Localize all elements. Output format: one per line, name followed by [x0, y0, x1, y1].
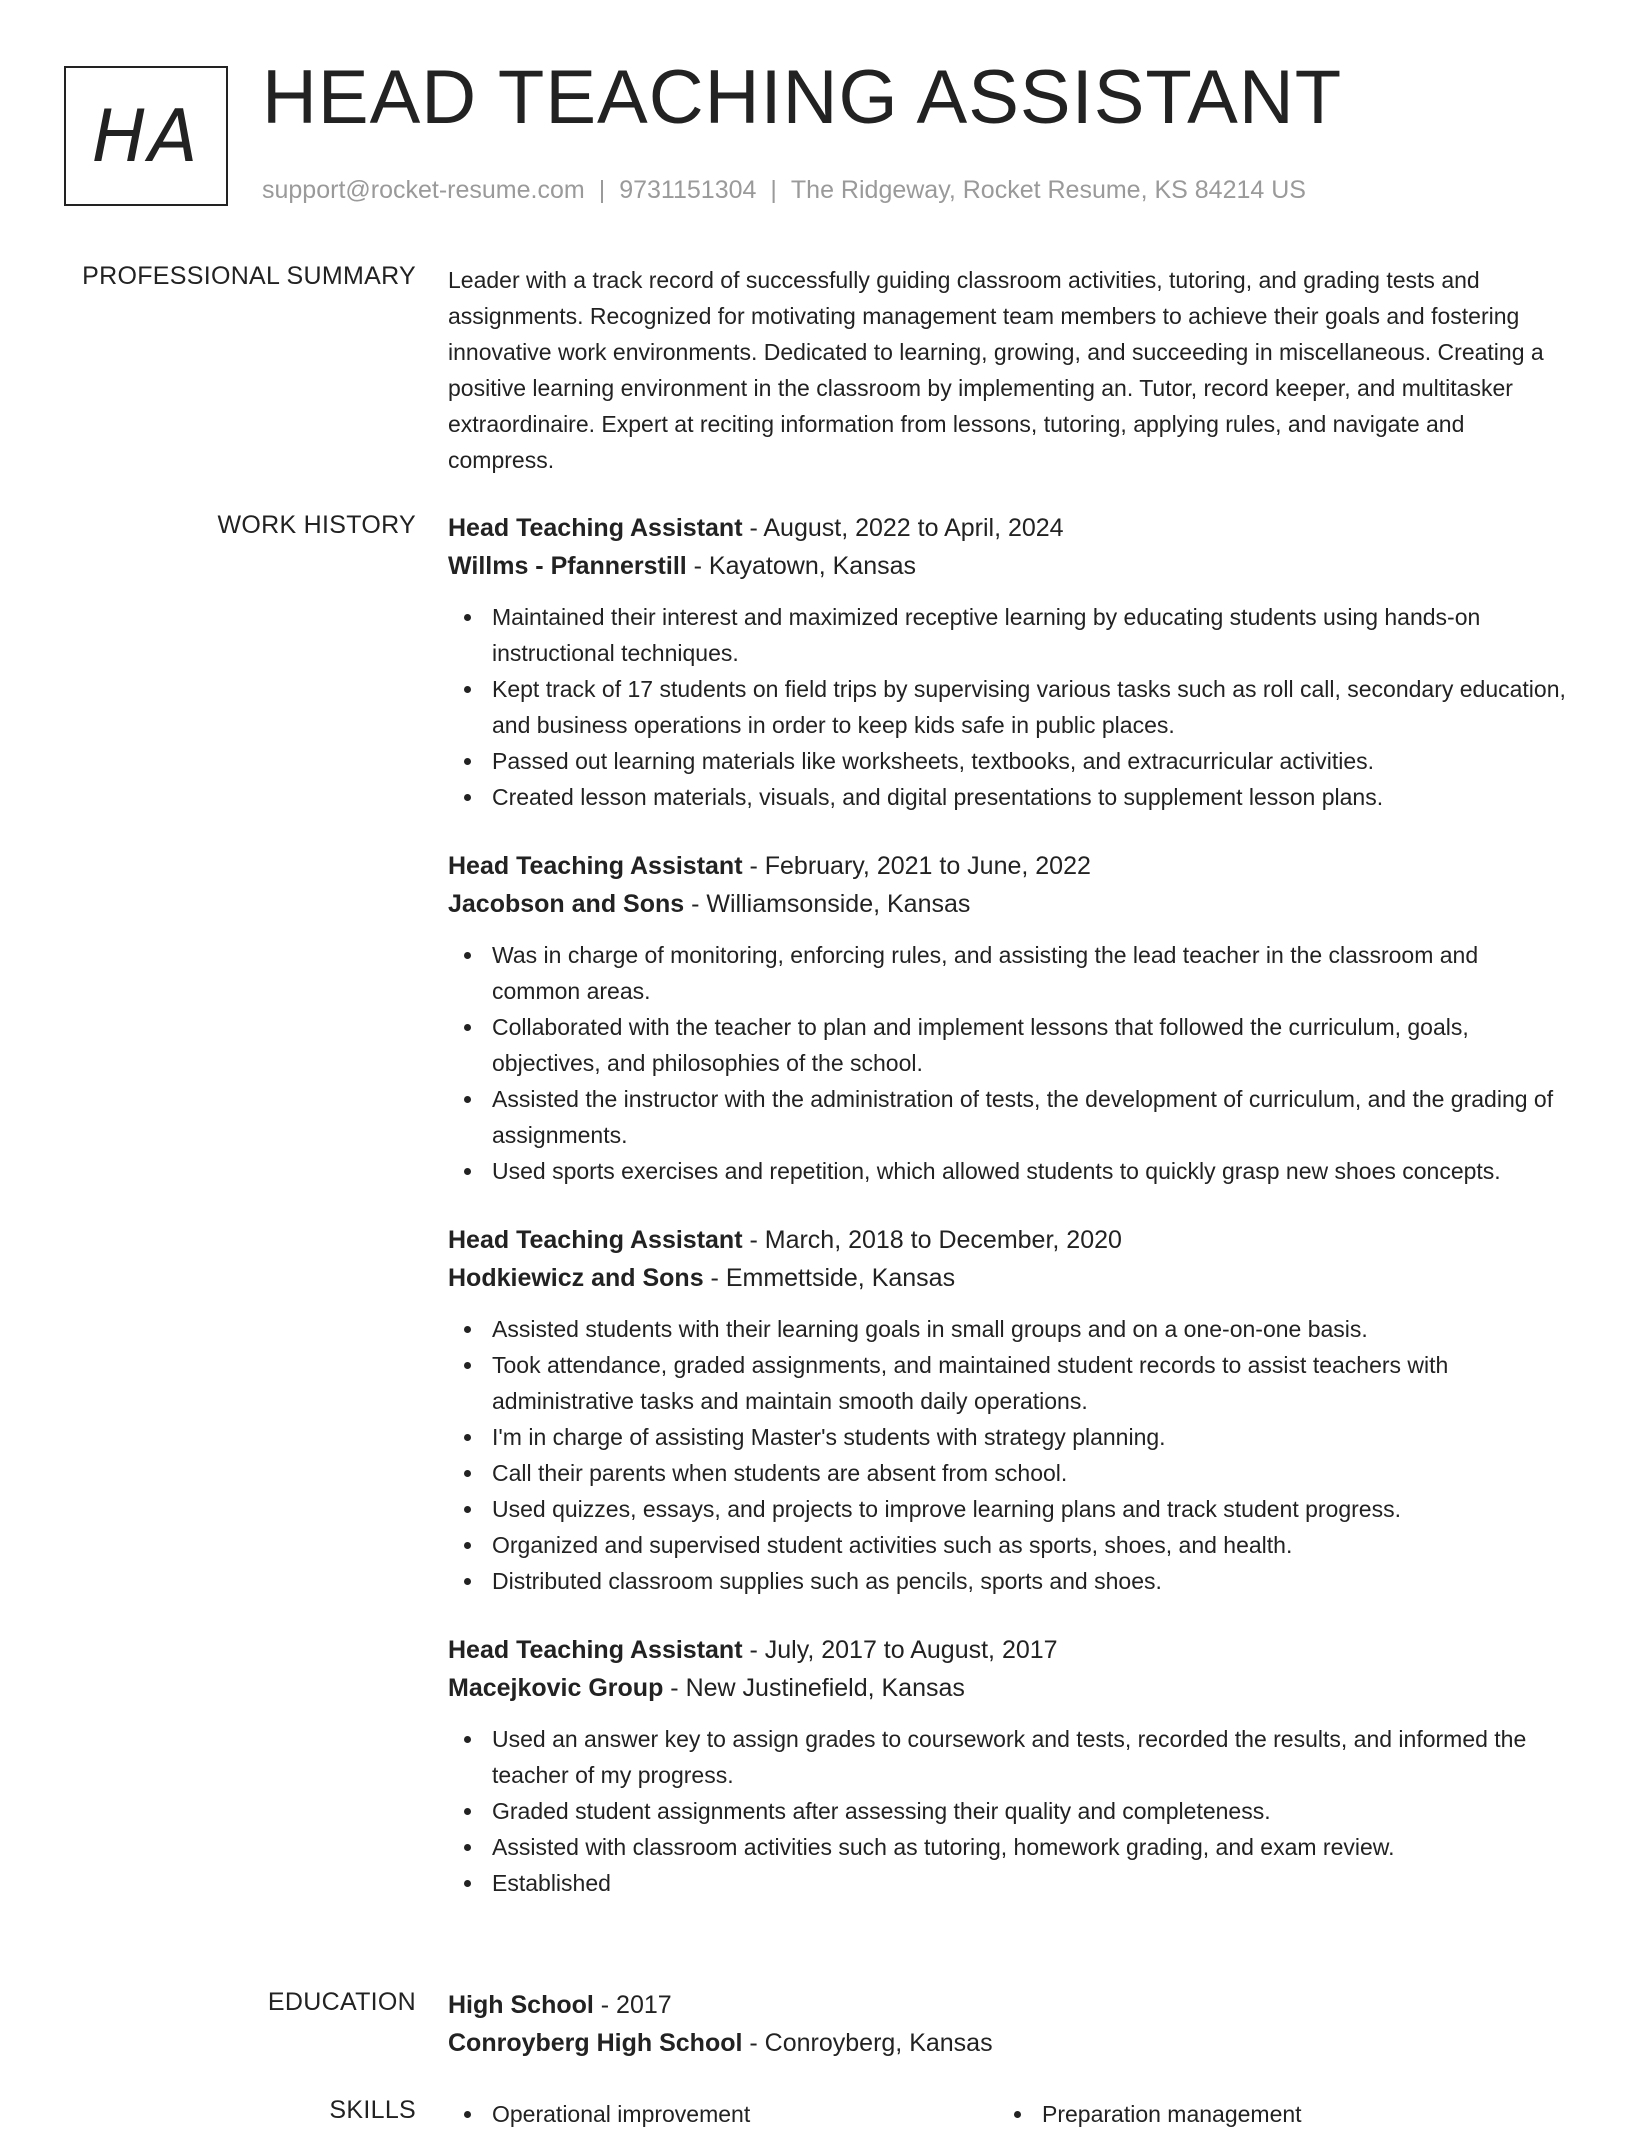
section-label-work-history: WORK HISTORY: [217, 511, 416, 539]
job-title-line: [448, 847, 1568, 885]
job-bullet: Established: [448, 1865, 1568, 1901]
job-dates: - July, 2017 to August, 2017: [742, 1636, 1058, 1664]
job-bullet: Kept track of 17 students on field trips by supervising various tasks such as roll call, secondary education, and business operations in order to keep kids safe in public places.: [448, 671, 1568, 743]
job-location: - Emmettside, Kansas: [703, 1264, 956, 1292]
job-bullets: [448, 1721, 1568, 1901]
job-bullet: Passed out learning materials like worksheets, textbooks, and extracurricular activities.: [448, 743, 1568, 779]
job-title: Head Teaching Assistant: [448, 852, 743, 880]
job-location: - New Justinefield, Kansas: [663, 1674, 965, 1702]
education-year: - 2017: [593, 1991, 672, 2019]
education-body: [448, 1986, 1568, 2062]
job-bullet: Distributed classroom supplies such as pencils, sports and shoes.: [448, 1563, 1568, 1599]
job-location: - Kayatown, Kansas: [686, 552, 917, 580]
work-history-body: [448, 509, 1568, 1933]
section-label-summary: PROFESSIONAL SUMMARY: [82, 262, 416, 290]
section-label-education: EDUCATION: [267, 1988, 416, 2016]
summary-body: [448, 262, 1568, 478]
job-company: Macejkovic Group: [448, 1674, 664, 1702]
job-bullet: Assisted students with their learning goals in small groups and on a one-on-one basis.: [448, 1311, 1568, 1347]
job-bullet: Collaborated with the teacher to plan and implement lessons that followed the curriculum, goals, objectives, and philosophies of the school.: [448, 1009, 1568, 1081]
job-bullet: Used sports exercises and repetition, which allowed students to quickly grasp new shoes concepts.: [448, 1153, 1568, 1189]
job-entry: [448, 847, 1568, 1189]
job-title-line: [448, 1631, 1568, 1669]
job-entry: [448, 509, 1568, 815]
education-degree-line: [448, 1986, 1568, 2024]
job-entry: [448, 1221, 1568, 1599]
job-company-line: [448, 885, 1568, 923]
job-company-line: [448, 1669, 1568, 1707]
job-bullet: Created lesson materials, visuals, and digital presentations to supplement lesson plans.: [448, 779, 1568, 815]
job-title-line: [448, 1221, 1568, 1259]
education-location: - Conroyberg, Kansas: [742, 2029, 993, 2057]
summary-text: Leader with a track record of successfully guiding classroom activities, tutoring, and grading tests and assignments. Recognized for motivating management team members to achieve their goals and fostering innovative work environments. Dedicated to learning, growing, and succeeding in miscellaneous. Creating a positive learning environment in the classroom by implementing an. Tutor, record keeper, and multitasker extraordinaire. Expert at reciting information from lessons, tutoring, applying rules, and navigate and compress.: [448, 267, 1544, 473]
job-bullet: Used an answer key to assign grades to coursework and tests, recorded the results, and informed the teacher of my progress.: [448, 1721, 1568, 1793]
monogram-initials: HA: [92, 94, 200, 178]
education-school-line: [448, 2024, 1568, 2062]
skill-item: Preparation management: [998, 2096, 1548, 2132]
skills-body: [448, 2096, 1568, 2132]
job-bullet: Was in charge of monitoring, enforcing rules, and assisting the lead teacher in the classroom and common areas.: [448, 937, 1568, 1009]
contact-line: [262, 176, 1306, 205]
contact-separator: |: [598, 176, 606, 204]
job-entry: [448, 1631, 1568, 1901]
job-bullet: Graded student assignments after assessing their quality and completeness.: [448, 1793, 1568, 1829]
skill-item: Operational improvement: [448, 2096, 998, 2132]
section-label-skills: SKILLS: [329, 2096, 416, 2124]
job-company: Jacobson and Sons: [448, 890, 685, 918]
job-bullet: Assisted with classroom activities such as tutoring, homework grading, and exam review.: [448, 1829, 1568, 1865]
job-bullet: Assisted the instructor with the administration of tests, the development of curriculum, and the grading of assignments.: [448, 1081, 1568, 1153]
job-company: Hodkiewicz and Sons: [448, 1264, 704, 1292]
job-title: Head Teaching Assistant: [448, 1226, 743, 1254]
resume-title: HEAD TEACHING ASSISTANT: [262, 55, 1343, 140]
job-bullet: Took attendance, graded assignments, and maintained student records to assist teachers with administrative tasks and maintain smooth daily operations.: [448, 1347, 1568, 1419]
job-bullet: Used quizzes, essays, and projects to improve learning plans and track student progress.: [448, 1491, 1568, 1527]
contact-separator: |: [770, 176, 777, 204]
contact-email[interactable]: support@rocket-resume.com: [262, 176, 585, 204]
job-bullet: Call their parents when students are absent from school.: [448, 1455, 1568, 1491]
job-company-line: [448, 1259, 1568, 1297]
education-degree: High School: [448, 1991, 594, 2019]
job-bullets: [448, 599, 1568, 815]
job-title: Head Teaching Assistant: [448, 514, 743, 542]
job-dates: - March, 2018 to December, 2020: [742, 1226, 1122, 1254]
contact-address: The Ridgeway, Rocket Resume, KS 84214 US: [790, 176, 1306, 204]
skills-row: [448, 2096, 1568, 2132]
job-location: - Williamsonside, Kansas: [684, 890, 971, 918]
job-bullets: [448, 1311, 1568, 1599]
job-dates: - August, 2022 to April, 2024: [742, 514, 1064, 542]
contact-phone[interactable]: 9731151304: [619, 176, 757, 204]
education-school: Conroyberg High School: [448, 2029, 743, 2057]
job-bullet: Maintained their interest and maximized receptive learning by educating students using hands-on instructional techniques.: [448, 599, 1568, 671]
job-bullets: [448, 937, 1568, 1189]
job-company-line: [448, 547, 1568, 585]
job-company: Willms - Pfannerstill: [448, 552, 687, 580]
job-bullet: Organized and supervised student activities such as sports, shoes, and health.: [448, 1527, 1568, 1563]
job-title: Head Teaching Assistant: [448, 1636, 743, 1664]
job-dates: - February, 2021 to June, 2022: [742, 852, 1091, 880]
job-bullet: I'm in charge of assisting Master's students with strategy planning.: [448, 1419, 1568, 1455]
monogram-badge: [64, 66, 228, 206]
job-title-line: [448, 509, 1568, 547]
